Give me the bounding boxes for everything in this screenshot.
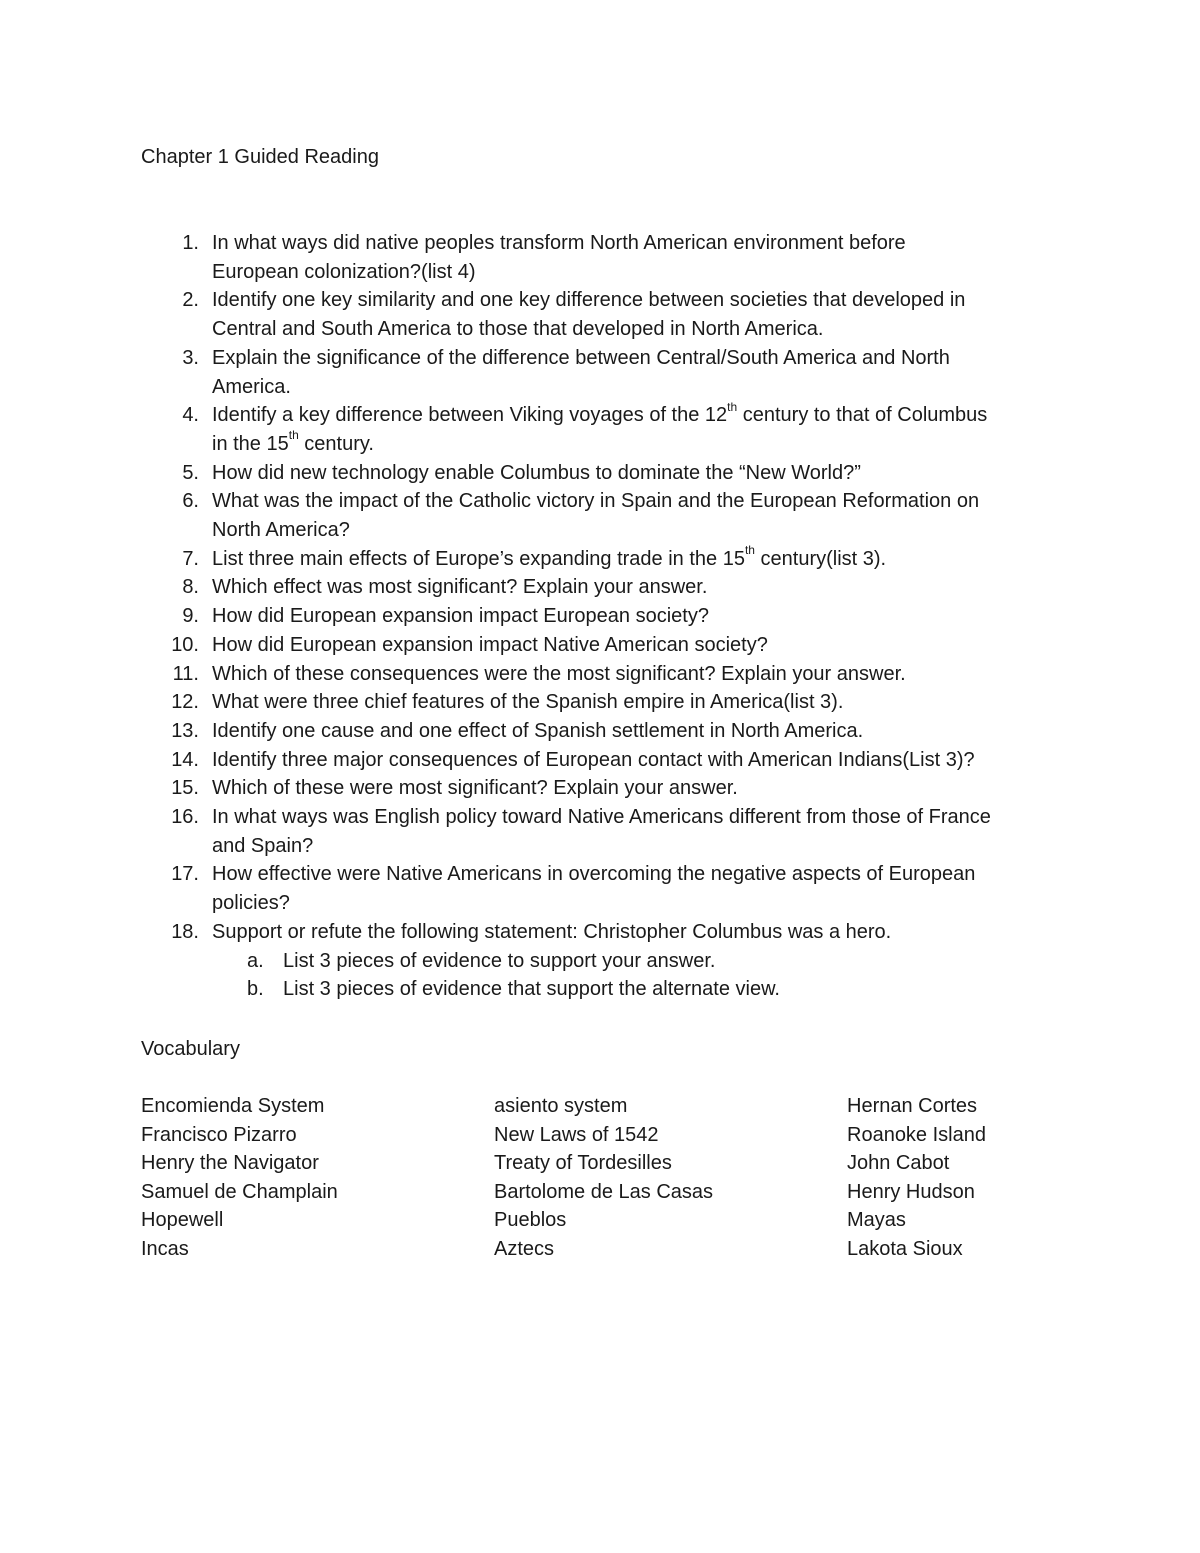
question-text: [212, 660, 1071, 689]
question-line: Identify one cause and one effect of Spanish settlement in North America.: [212, 719, 864, 742]
sub-question-item: [141, 947, 1071, 976]
sub-question-item: [141, 975, 1071, 1004]
question-number: 9.: [182, 605, 199, 628]
vocabulary-term: Aztecs: [494, 1237, 555, 1260]
question-number: 2.: [182, 289, 199, 312]
vocabulary-term: Henry Hudson: [847, 1180, 975, 1203]
vocabulary-term: Encomienda System: [141, 1095, 325, 1117]
question-text-part: Identify a key difference between Viking voyages of the 12: [212, 404, 728, 427]
vocabulary-term: Lakota Sioux: [847, 1237, 963, 1260]
superscript: th: [288, 428, 299, 443]
question-line: How did new technology enable Columbus to dominate the “New World?”: [212, 461, 861, 484]
question-number: 4.: [182, 404, 199, 427]
vocabulary-term: Samuel de Champlain: [141, 1180, 338, 1203]
question-line: What was the impact of the Catholic victory in Spain and the European Reformation on: [212, 490, 980, 513]
question-text: [212, 487, 1071, 544]
question-number: 10.: [171, 633, 199, 656]
question-text: [212, 459, 1071, 488]
question-item: [141, 573, 1071, 602]
question-text: [212, 602, 1071, 631]
vocabulary-row: [141, 1092, 1141, 1121]
question-line: Support or refute the following statement: Christopher Columbus was a hero.: [212, 920, 892, 943]
question-item: [141, 487, 1071, 544]
question-line: [212, 430, 1071, 459]
question-item: [141, 344, 1071, 401]
question-item: [141, 545, 1071, 574]
question-number: 3.: [182, 346, 199, 369]
question-item: [141, 602, 1071, 631]
question-number: 12.: [171, 691, 199, 714]
question-number: 15.: [171, 777, 199, 800]
question-item: [141, 631, 1071, 660]
question-list: [141, 229, 1071, 1004]
question-line: Explain the significance of the difference between Central/South America and North: [212, 346, 950, 369]
question-text: [212, 631, 1071, 660]
question-line: What were three chief features of the Spanish empire in America(list 3).: [212, 691, 844, 714]
question-text: [212, 746, 1071, 775]
question-item: [141, 660, 1071, 689]
document-title: Chapter 1 Guided Reading: [141, 146, 379, 168]
question-item: [141, 688, 1071, 717]
question-line: [212, 545, 1071, 574]
question-text: [212, 688, 1071, 717]
question-text-part: century(list 3).: [754, 547, 887, 570]
vocabulary-term: Hopewell: [141, 1209, 224, 1232]
vocabulary-heading: Vocabulary: [141, 1038, 240, 1060]
question-item: [141, 746, 1071, 775]
superscript: th: [727, 399, 738, 414]
vocabulary-term: Pueblos: [494, 1209, 567, 1232]
question-line: In what ways was English policy toward Native Americans different from those of France: [212, 806, 991, 829]
question-number: 8.: [182, 576, 199, 599]
question-line: Identify one key similarity and one key difference between societies that developed in: [212, 289, 966, 312]
vocabulary-term: Mayas: [847, 1209, 906, 1232]
question-line: policies?: [212, 892, 290, 915]
question-text: [212, 286, 1071, 343]
question-line: How effective were Native Americans in overcoming the negative aspects of European: [212, 863, 976, 886]
question-line: In what ways did native peoples transform North American environment before: [212, 232, 906, 254]
question-text: [212, 573, 1071, 602]
question-item: [141, 774, 1071, 803]
question-line: How did European expansion impact European society?: [212, 605, 709, 628]
vocabulary-term: Treaty of Tordesilles: [494, 1152, 672, 1175]
question-line: America.: [212, 375, 291, 398]
question-line: Central and South America to those that developed in North America.: [212, 318, 824, 341]
question-text: [212, 860, 1071, 917]
question-line: Which of these were most significant? Explain your answer.: [212, 777, 738, 800]
vocabulary-term: Hernan Cortes: [847, 1095, 978, 1117]
question-text-part: in the 15: [212, 432, 289, 455]
vocabulary-row: [141, 1206, 1141, 1235]
question-number: 17.: [171, 863, 199, 886]
question-line: European colonization?(list 4): [212, 260, 476, 283]
vocabulary-row: [141, 1121, 1141, 1150]
question-item: [141, 918, 1071, 947]
vocabulary-term: Incas: [141, 1237, 189, 1260]
question-text: [212, 918, 1071, 947]
vocabulary-term: Francisco Pizarro: [141, 1123, 297, 1146]
question-number: 5.: [182, 461, 199, 484]
question-number: 14.: [171, 748, 199, 771]
question-line: North America?: [212, 519, 350, 542]
question-number: 16.: [171, 806, 199, 829]
question-text: [212, 774, 1071, 803]
question-line: and Spain?: [212, 834, 314, 857]
vocabulary-term: Roanoke Island: [847, 1123, 986, 1146]
question-text-part: century to that of Columbus: [737, 404, 988, 427]
vocabulary-term: Henry the Navigator: [141, 1152, 319, 1175]
question-text: [212, 229, 1071, 286]
question-text: [212, 803, 1071, 860]
sub-question-text: List 3 pieces of evidence that support the alternate view.: [283, 978, 780, 1001]
vocabulary-row: [141, 1149, 1141, 1178]
vocabulary-term: New Laws of 1542: [494, 1123, 659, 1146]
question-item: [141, 803, 1071, 860]
question-item: [141, 229, 1071, 286]
question-line: How did European expansion impact Native American society?: [212, 633, 768, 656]
vocabulary-term: Bartolome de Las Casas: [494, 1180, 714, 1203]
question-item: [141, 286, 1071, 343]
sub-question-letter: a.: [247, 949, 264, 972]
question-item: [141, 860, 1071, 917]
question-line: Which of these consequences were the most significant? Explain your answer.: [212, 662, 906, 685]
vocabulary-term: asiento system: [494, 1095, 628, 1117]
question-line: Identify three major consequences of European contact with American Indians(List 3)?: [212, 748, 975, 771]
vocabulary-row: [141, 1235, 1141, 1264]
sub-question-letter: b.: [247, 978, 264, 1001]
question-text-part: century.: [298, 432, 374, 455]
vocabulary-term: John Cabot: [847, 1152, 950, 1175]
question-text: [212, 545, 1071, 574]
question-item: [141, 717, 1071, 746]
question-number: 1.: [182, 232, 199, 254]
question-number: 18.: [171, 920, 199, 943]
question-text: [212, 717, 1071, 746]
question-text: [212, 344, 1071, 401]
question-item: [141, 459, 1071, 488]
question-number: 6.: [182, 490, 199, 513]
question-item: [141, 401, 1071, 458]
sub-question-text: List 3 pieces of evidence to support your answer.: [283, 949, 716, 972]
question-text: [212, 401, 1071, 458]
superscript: th: [744, 543, 755, 558]
question-line: [212, 401, 1071, 430]
vocabulary-grid: [141, 1092, 1141, 1264]
question-number: 13.: [171, 719, 199, 742]
question-number: 7.: [182, 547, 199, 570]
question-line: Which effect was most significant? Explain your answer.: [212, 576, 708, 599]
question-number: 11.: [172, 662, 199, 685]
vocabulary-row: [141, 1178, 1141, 1207]
question-text-part: List three main effects of Europe’s expanding trade in the 15: [212, 547, 745, 570]
